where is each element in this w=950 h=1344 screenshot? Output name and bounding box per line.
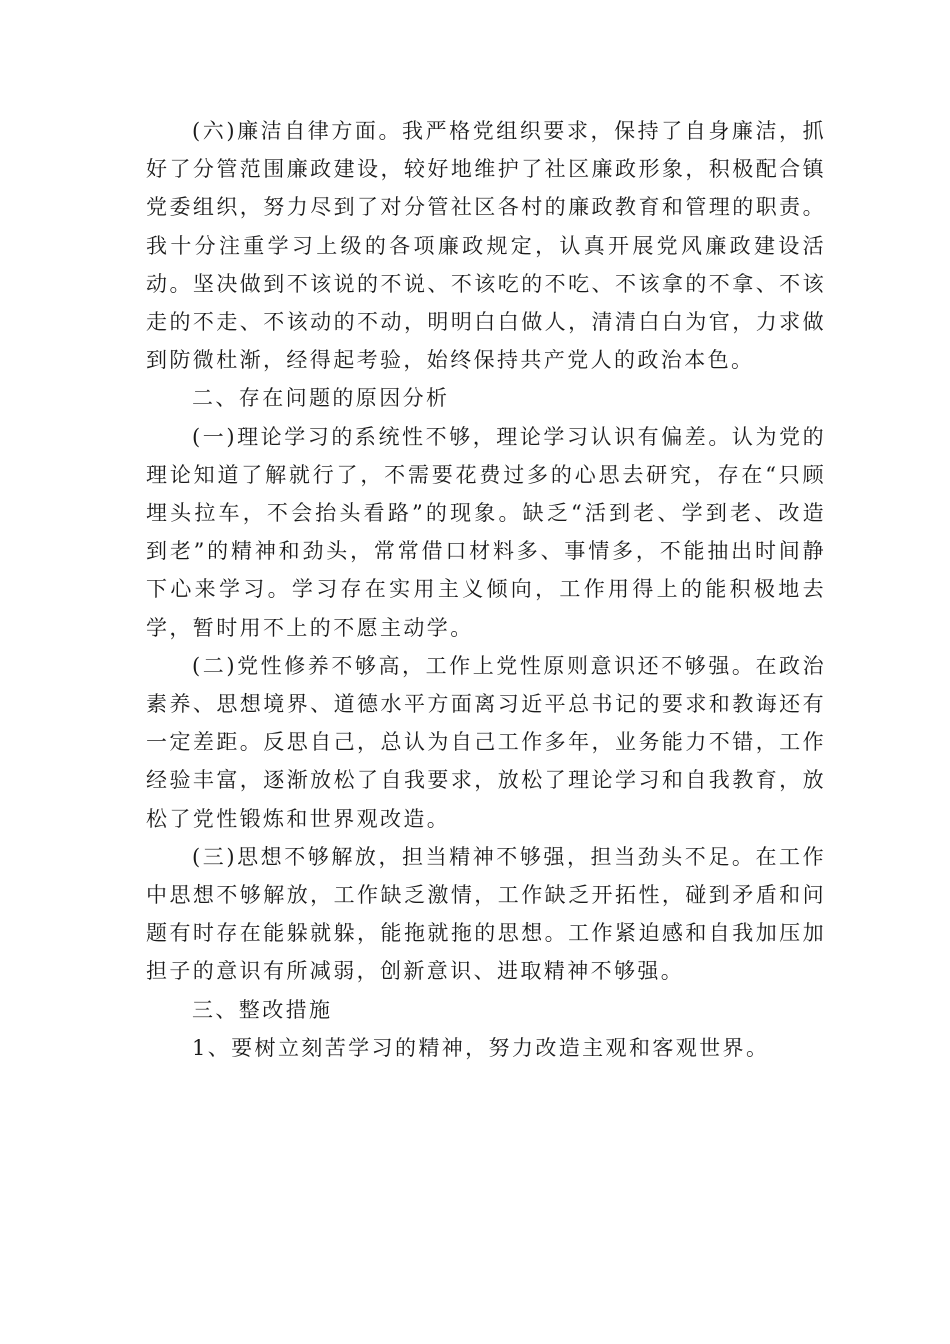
paragraph-integrity-self-discipline: (六)廉洁自律方面。我严格党组织要求，保持了自身廉洁，抓好了分管范围廉政建设，较好地维护了社区廉政形象，积极配合镇党委组织，努力尽到了对分管社区各村的廉政教育和管理的职责。我十分注重学习上级的各项廉政规定，认真开展党风廉政建设活动。坚决做到不该说的不说、不该吃的不吃、不该拿的不拿、不该走的不走、不该动的不动，明明白白做人，清清白白为官，力求做到防微杜渐，经得起考验，始终保持共产党人的政治本色。 xyxy=(146,119,826,373)
section-heading-rectification-measures: 三、整改措施 xyxy=(192,997,333,1022)
paragraph-party-spirit: (二)党性修养不够高，工作上党性原则意识还不够强。在政治素养、思想境界、道德水平方面离习近平总书记的要求和教诲还有一定差距。反思自己，总认为自己工作多年，业务能力不错，工作经验丰富，逐渐放松了自我要求，放松了理论学习和自我教育，放松了党性锻炼和世界观改造。 xyxy=(146,653,826,831)
paragraph-theory-study: (一)理论学习的系统性不够，理论学习认识有偏差。认为党的理论知道了解就行了，不需要花费过多的心思去研究，存在“只顾埋头拉车，不会抬头看路”的现象。缺乏“活到老、学到老、改造到老”的精神和劲头，常常借口材料多、事情多，不能抽出时间静下心来学习。学习存在实用主义倾向，工作用得上的能积极地去学，暂时用不上的不愿主动学。 xyxy=(146,424,826,640)
document-body xyxy=(146,112,826,1067)
section-heading-cause-analysis: 二、存在问题的原因分析 xyxy=(192,386,450,411)
paragraph-measure-1: 1、要树立刻苦学习的精神，努力改造主观和客观世界。 xyxy=(192,1035,770,1060)
paragraph-ideological-emancipation: (三)思想不够解放，担当精神不够强，担当劲头不足。在工作中思想不够解放，工作缺乏激情，工作缺乏开拓性，碰到矛盾和问题有时存在能躲就躲，能拖就拖的思想。工作紧迫感和自我加压加担子的意识有所减弱，创新意识、进取精神不够强。 xyxy=(146,844,826,984)
